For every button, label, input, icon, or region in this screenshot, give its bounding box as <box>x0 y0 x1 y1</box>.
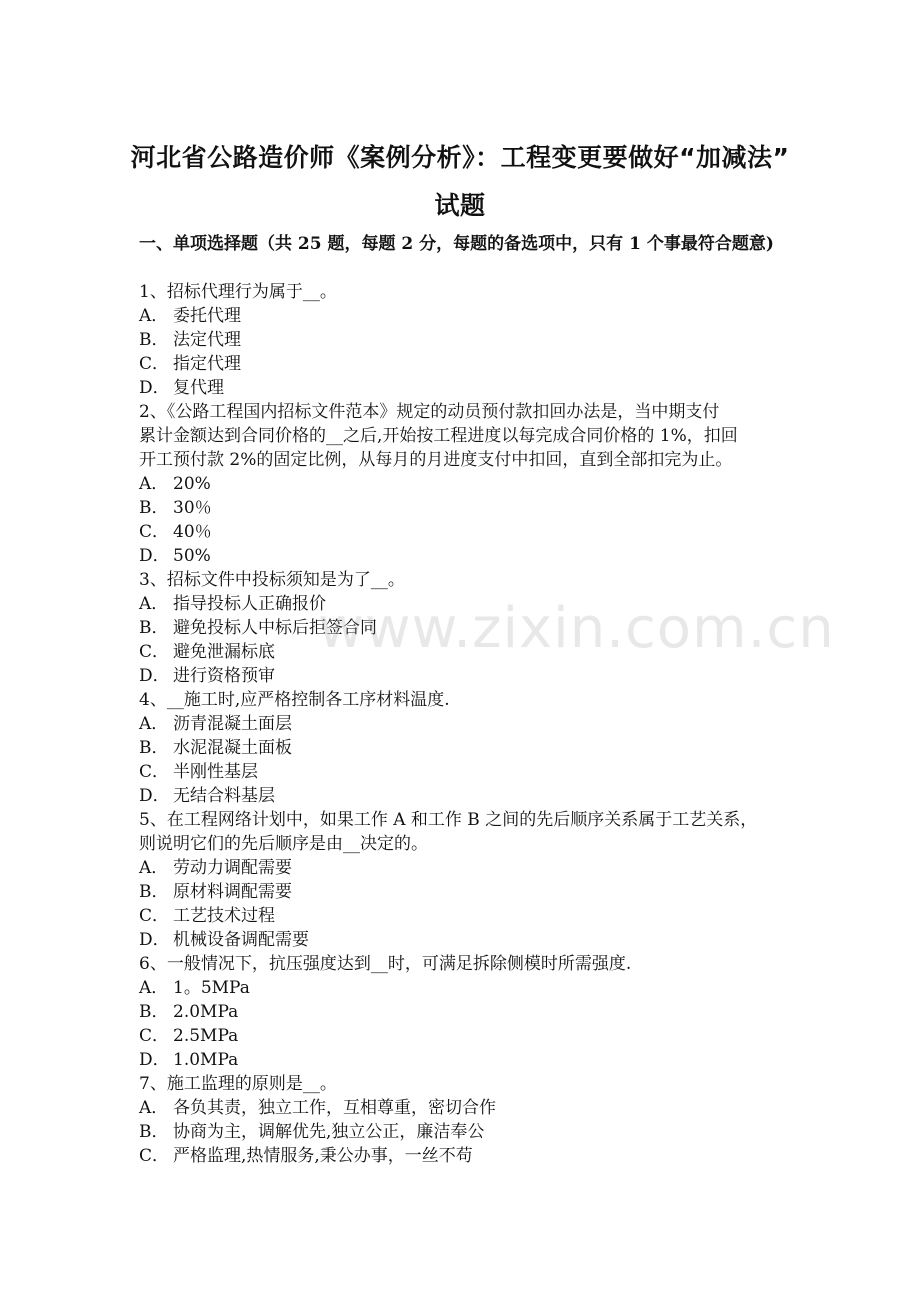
option-text: 进行资格预审 <box>173 666 275 686</box>
answer-option <box>139 376 789 400</box>
option-text: 2.0MPa <box>173 1002 239 1022</box>
option-label: B． <box>139 1002 169 1022</box>
question-7 <box>139 1072 789 1168</box>
question-text-line: 开工预付款 2%的固定比例，从每月的月进度支付中扣回，直到全部扣完为止。 <box>139 450 733 470</box>
option-text: 法定代理 <box>173 330 241 350</box>
answer-option <box>139 496 789 520</box>
option-label: A． <box>139 306 169 326</box>
answer-option <box>139 712 789 736</box>
answer-option <box>139 904 789 928</box>
option-label: C． <box>139 1026 170 1046</box>
answer-option <box>139 1120 789 1144</box>
option-text: 避免泄漏标底 <box>173 642 275 662</box>
question-4 <box>139 688 789 808</box>
question-5 <box>139 808 789 952</box>
option-label: C． <box>139 522 170 542</box>
option-text: 2.5MPa <box>173 1026 239 1046</box>
option-label: C． <box>139 906 170 926</box>
answer-option <box>139 976 789 1000</box>
option-text: 劳动力调配需要 <box>173 858 292 878</box>
answer-option <box>139 856 789 880</box>
answer-option <box>139 520 789 544</box>
option-text: 1.0MPa <box>173 1050 239 1070</box>
document-title-line-2: 试题 <box>434 191 486 220</box>
option-text: 半刚性基层 <box>173 762 258 782</box>
answer-option <box>139 928 789 952</box>
option-label: D． <box>139 378 170 398</box>
question-text-line: 5、在工程网络计划中，如果工作 A 和工作 B 之间的先后顺序关系属于工艺关系， <box>139 810 758 830</box>
option-label: A． <box>139 594 169 614</box>
option-label: B． <box>139 498 169 518</box>
answer-option <box>139 736 789 760</box>
option-label: A． <box>139 474 169 494</box>
option-label: C． <box>139 1146 170 1166</box>
option-text: 沥青混凝土面层 <box>173 714 292 734</box>
option-text: 50% <box>173 546 211 566</box>
option-text: 指定代理 <box>173 354 241 374</box>
answer-option <box>139 1024 789 1048</box>
option-label: C． <box>139 642 170 662</box>
option-text: 复代理 <box>173 378 224 398</box>
option-label: B． <box>139 882 169 902</box>
question-text-line: 1、招标代理行为属于__。 <box>139 282 337 302</box>
watermark: www.zixin.com.cn <box>318 596 835 661</box>
option-text: 原材料调配需要 <box>173 882 292 902</box>
question-text-line: 2、《公路工程国内招标文件范本》规定的动员预付款扣回办法是，当中期支付 <box>139 402 720 422</box>
document-title-line-1: 河北省公路造价师《案例分析》：工程变更要做好“加减法” <box>130 143 790 172</box>
answer-option <box>139 304 789 328</box>
answer-option <box>139 1144 789 1168</box>
option-label: A． <box>139 714 169 734</box>
option-text: 1。5MPa <box>173 978 250 998</box>
answer-option <box>139 640 789 664</box>
question-text-line: 6、一般情况下，抗压强度达到__时，可满足拆除侧模时所需强度. <box>139 954 632 974</box>
answer-option <box>139 352 789 376</box>
option-text: 水泥混凝土面板 <box>173 738 292 758</box>
option-label: B． <box>139 330 169 350</box>
question-text-line: 7、施工监理的原则是__。 <box>139 1074 337 1094</box>
option-label: A． <box>139 858 169 878</box>
section-heading: 一、单项选择题（共 25 题，每题 2 分，每题的备选项中，只有 1 个事最符合题意) <box>139 234 774 254</box>
option-label: D． <box>139 786 170 806</box>
answer-option <box>139 784 789 808</box>
option-label: A． <box>139 978 169 998</box>
option-text: 各负其责，独立工作，互相尊重，密切合作 <box>173 1098 496 1118</box>
option-text: 机械设备调配需要 <box>173 930 309 950</box>
option-text: 指导投标人正确报价 <box>173 594 326 614</box>
answer-option <box>139 544 789 568</box>
answer-option <box>139 1048 789 1072</box>
answer-option <box>139 1000 789 1024</box>
option-text: 无结合料基层 <box>173 786 275 806</box>
question-list <box>139 280 789 1168</box>
question-3 <box>139 568 789 688</box>
answer-option <box>139 472 789 496</box>
option-label: A． <box>139 1098 169 1118</box>
answer-option <box>139 616 789 640</box>
answer-option <box>139 664 789 688</box>
option-text: 避免投标人中标后拒签合同 <box>173 618 377 638</box>
question-2 <box>139 400 789 568</box>
answer-option <box>139 1096 789 1120</box>
question-text-line: 则说明它们的先后顺序是由__决定的。 <box>139 834 428 854</box>
option-text: 40％ <box>173 522 212 542</box>
answer-option <box>139 592 789 616</box>
option-label: D． <box>139 1050 170 1070</box>
option-label: D． <box>139 546 170 566</box>
answer-option <box>139 328 789 352</box>
option-label: D． <box>139 930 170 950</box>
question-1 <box>139 280 789 400</box>
question-text-line: 4、__施工时,应严格控制各工序材料温度. <box>139 690 450 710</box>
option-text: 协商为主，调解优先,独立公正，廉洁奉公 <box>173 1122 485 1142</box>
option-label: D． <box>139 666 170 686</box>
option-label: C． <box>139 762 170 782</box>
option-label: B． <box>139 1122 169 1142</box>
question-6 <box>139 952 789 1072</box>
option-text: 委托代理 <box>173 306 241 326</box>
option-text: 工艺技术过程 <box>173 906 275 926</box>
question-text-line: 累计金额达到合同价格的__之后,开始按工程进度以每完成合同价格的 1%，扣回 <box>139 426 738 446</box>
option-label: B． <box>139 738 169 758</box>
option-text: 30％ <box>173 498 212 518</box>
question-text-line: 3、招标文件中投标须知是为了__。 <box>139 570 405 590</box>
answer-option <box>139 760 789 784</box>
answer-option <box>139 880 789 904</box>
option-text: 20% <box>173 474 211 494</box>
option-label: B． <box>139 618 169 638</box>
option-label: C． <box>139 354 170 374</box>
option-text: 严格监理,热情服务,秉公办事，一丝不苟 <box>173 1146 473 1166</box>
